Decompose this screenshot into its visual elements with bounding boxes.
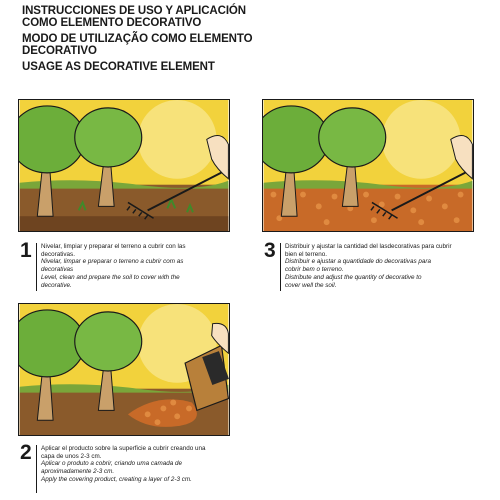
- illustration-step-1: [18, 99, 230, 232]
- step-number: 3: [264, 239, 276, 262]
- divider: [36, 243, 37, 291]
- divider: [280, 243, 281, 291]
- step-3-pt-line2: cobrir bem o terreno.: [285, 266, 344, 274]
- garden-illustration: [19, 304, 229, 435]
- step-number: 2: [20, 441, 32, 464]
- garden-illustration: [19, 100, 229, 231]
- garden-illustration: [263, 100, 473, 231]
- step-1-es-line1: Nivelar, limpiar y preparar el terreno a cubrir con las: [41, 243, 186, 250]
- step-1-en-line1: Level, clean and prepare the soil to cover with the: [41, 273, 180, 281]
- step-number: 1: [20, 239, 32, 262]
- step-3-es-line1: Distribuir y ajustar la cantidad del lasdecorativas para cubrir: [285, 243, 452, 250]
- step-1-es-line2: decorativas.: [41, 250, 75, 258]
- heading-pt-line2: DECORATIVO: [22, 45, 97, 57]
- step-2-es-line1: Aplicar el producto sobre la superficie a cubrir creando una: [41, 445, 206, 452]
- step-2-es-line2: capa de unos 2-3 cm.: [41, 452, 102, 460]
- step-3-es-line2: bien el terreno.: [285, 250, 328, 258]
- step-3-pt-line1: Distribuir e ajustar a quantidade do decorativas para: [285, 258, 431, 266]
- illustration-step-3: [262, 99, 474, 232]
- step-2-pt-line1: Aplicar o produto a cobrir, criando uma camada de: [41, 460, 183, 468]
- step-2-pt-line2: aproximadamente 2-3 cm.: [41, 468, 115, 476]
- heading-es-line2: COMO ELEMENTO DECORATIVO: [22, 17, 202, 29]
- heading-en: USAGE AS DECORATIVE ELEMENT: [22, 61, 215, 73]
- illustration-step-2: [18, 303, 230, 436]
- heading-es-line1: INSTRUCCIONES DE USO Y APLICACIÓN: [22, 5, 246, 17]
- step-3-en-line2: cover well the soil.: [285, 281, 337, 289]
- step-1-pt-line1: Nivelar, limpar e preparar o terreno a cubrir com as: [41, 258, 184, 266]
- step-1-pt-line2: decorativas: [41, 266, 74, 274]
- step-2-en-line1: Apply the covering product, creating a layer of 2-3 cm.: [41, 475, 192, 483]
- heading-pt-line1: MODO DE UTILIZAÇÃO COMO ELEMENTO: [22, 33, 253, 45]
- divider: [36, 445, 37, 493]
- step-1-en-line2: decorative.: [41, 281, 72, 289]
- heading-block: [22, 5, 322, 73]
- step-3-en-line1: Distribute and adjust the quantity of decorative to: [285, 273, 422, 281]
